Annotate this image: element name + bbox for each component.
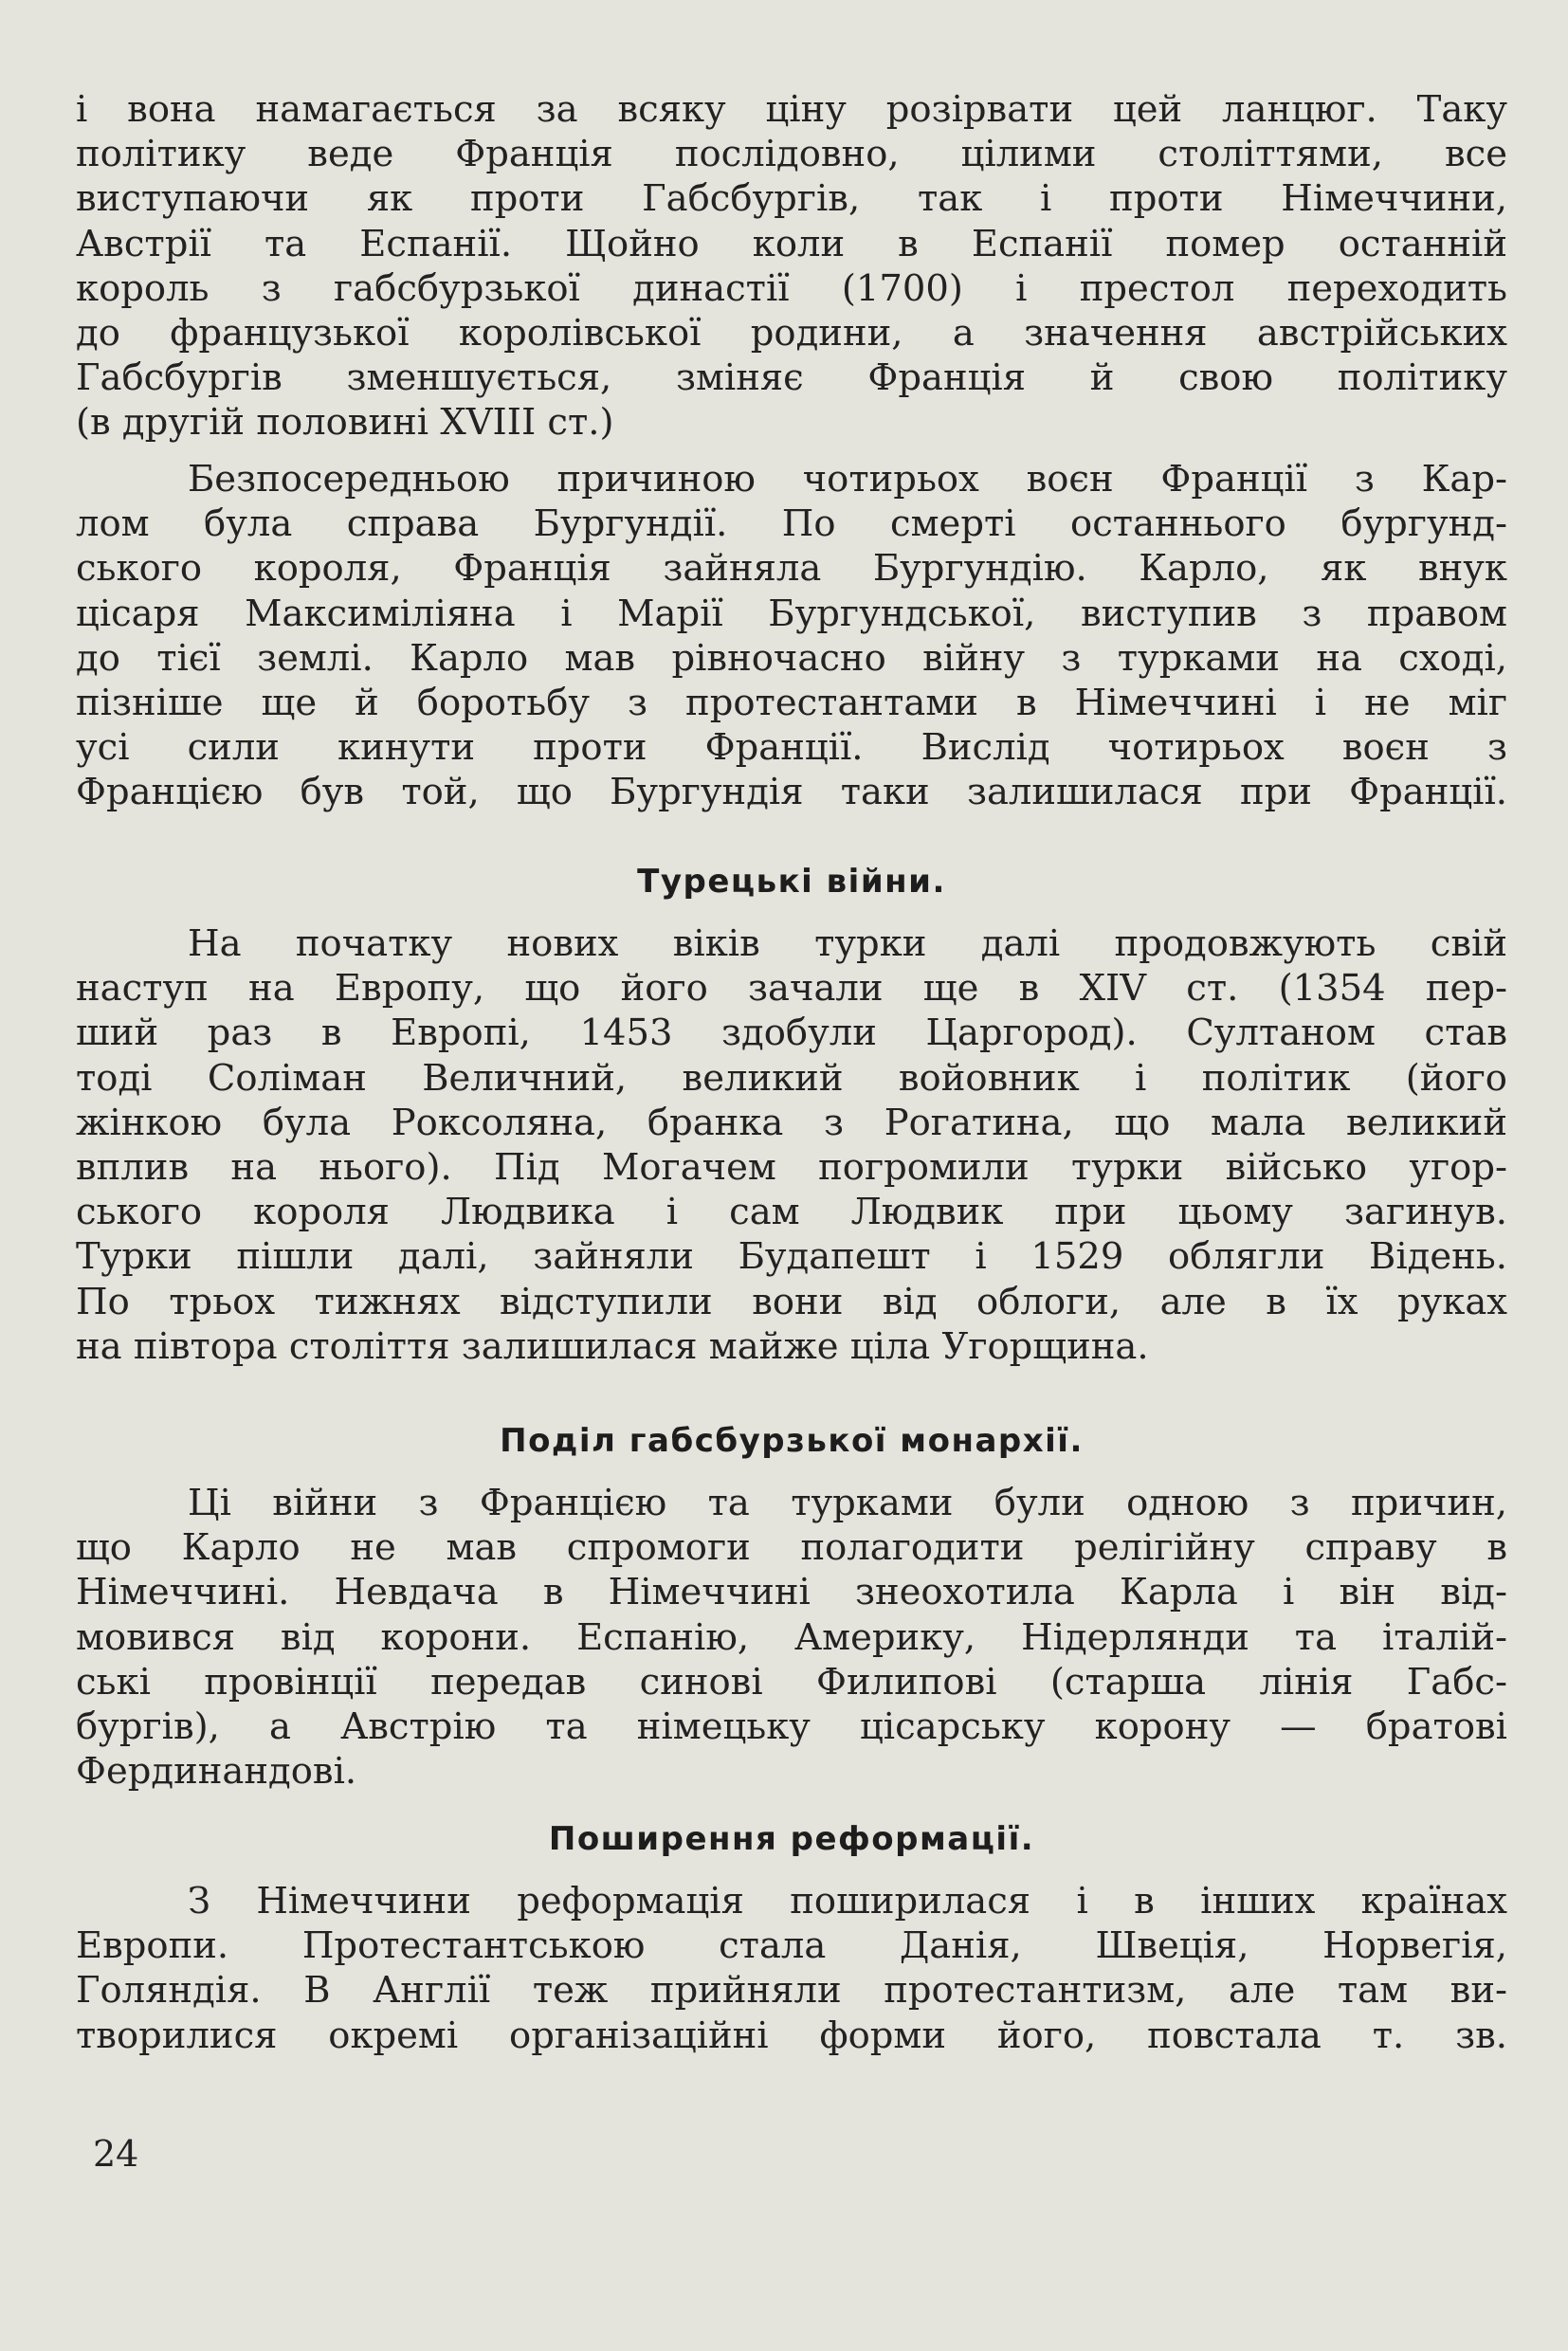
text-line: Габсбургів зменшується, зміняє Франція й свою політику (76, 356, 1507, 400)
paragraph (76, 1481, 1507, 1794)
text-line: на півтора століття залишилася майже ціла Угорщина. (76, 1324, 1149, 1368)
text-line: З Німеччини реформація поширилася і в інших країнах (188, 1880, 1507, 1923)
text-line: Ці війни з Францією та турками були одною з причин, (188, 1482, 1507, 1524)
text-line: творилися окремі організаційні форми його, повстала т. зв. (76, 2014, 1507, 2057)
section-heading: Поширення реформації. (548, 1820, 1035, 1858)
text-line: виступаючи як проти Габсбургів, так і проти Німеччини, (76, 177, 1507, 221)
text-line: ського короля, Франція зайняла Бургундію. Карло, як внук (76, 547, 1507, 591)
text-line: вплив на нього). Під Могачем погромили турки військо угор- (76, 1146, 1507, 1190)
text-line: до французької королівської родини, а значення австрійських (76, 312, 1507, 355)
text-line: ського короля Людвика і сам Людвик при цьому загинув. (76, 1191, 1507, 1234)
text-line: ські провінції передав синові Филипові (старша лінія Габс- (76, 1660, 1507, 1704)
text-line: Безпосередньою причиною чотирьох воєн Франції з Кар- (188, 458, 1507, 501)
text-line: Францією був той, що Бургундія таки залишилася при Франції. (76, 771, 1507, 814)
text-line: жінкою була Роксоляна, бранка з Рогатина, що мала великий (76, 1101, 1507, 1144)
text-line: що Карло не мав спромоги полагодити релігійну справу в (76, 1526, 1507, 1570)
text-line: ший раз в Европі, 1453 здобули Царгород). Султаном став (76, 1011, 1507, 1055)
text-line: мовився від корони. Еспанію, Америку, Нідерлянди та італій- (76, 1615, 1507, 1659)
text-line: наступ на Европу, що його зачали ще в XIV ст. (1354 пер- (76, 967, 1507, 1011)
text-line: усі сили кинути проти Франції. Вислід чотирьох воєн з (76, 726, 1507, 770)
paragraph-division (76, 1481, 1507, 1794)
text-line: Европи. Протестантською стала Данія, Швеція, Норвегія, (76, 1924, 1507, 1968)
text-line: пізніше ще й боротьбу з протестантами в Німеччині і не міг (76, 682, 1507, 725)
section-heading: Турецькі війни. (637, 863, 946, 901)
section-heading: Поділ габсбурзької монархії. (500, 1422, 1084, 1460)
paragraph-continuation (76, 87, 1507, 446)
text-line: Голяндія. В Англії теж прийняли протестантизм, але там ви- (76, 1969, 1507, 2013)
text-line: Фердинандові. (76, 1750, 357, 1794)
text-line: до тієї землі. Карло мав рівночасно війну з турками на сході, (76, 636, 1507, 680)
text-line: На початку нових віків турки далі продовжують свій (188, 922, 1507, 965)
paragraph (76, 1879, 1507, 2058)
text-line: і вона намагається за всяку ціну розірвати цей ланцюг. Таку (76, 88, 1507, 131)
text-line: політику веде Франція послідовно, цілими століттями, все (76, 133, 1507, 176)
text-line: Австрії та Еспанії. Щойно коли в Еспанії помер останній (76, 222, 1507, 265)
paragraph (76, 457, 1507, 815)
text-line: король з габсбурзької династії (1700) і престол переходить (76, 266, 1507, 310)
text-line: (в другій половині XVIII ст.) (76, 401, 614, 445)
paragraph (76, 87, 1507, 446)
text-line: тоді Соліман Величний, великий войовник і політик (його (76, 1056, 1507, 1100)
paragraph (76, 921, 1507, 1369)
paragraph-burgundy (76, 457, 1507, 815)
text-line: лом була справа Бургундії. По смерті останнього бургунд- (76, 502, 1507, 546)
text-line: Німеччині. Невдача в Німеччині знеохотила Карла і він від- (76, 1571, 1507, 1614)
text-line: По трьох тижнях відступили вони від облоги, але в їх руках (76, 1280, 1507, 1323)
text-line: Турки пішли далі, зайняли Будапешт і 1529 облягли Відень. (76, 1235, 1507, 1279)
paragraph-reformation (76, 1879, 1507, 2058)
text-line: цісаря Максиміліяна і Марії Бургундської, виступив з правом (76, 592, 1507, 635)
text-line: бургів), а Австрію та німецьку цісарську корону — братові (76, 1705, 1507, 1749)
page-number: 24 (93, 2133, 139, 2175)
paragraph-turkish-wars (76, 921, 1507, 1369)
